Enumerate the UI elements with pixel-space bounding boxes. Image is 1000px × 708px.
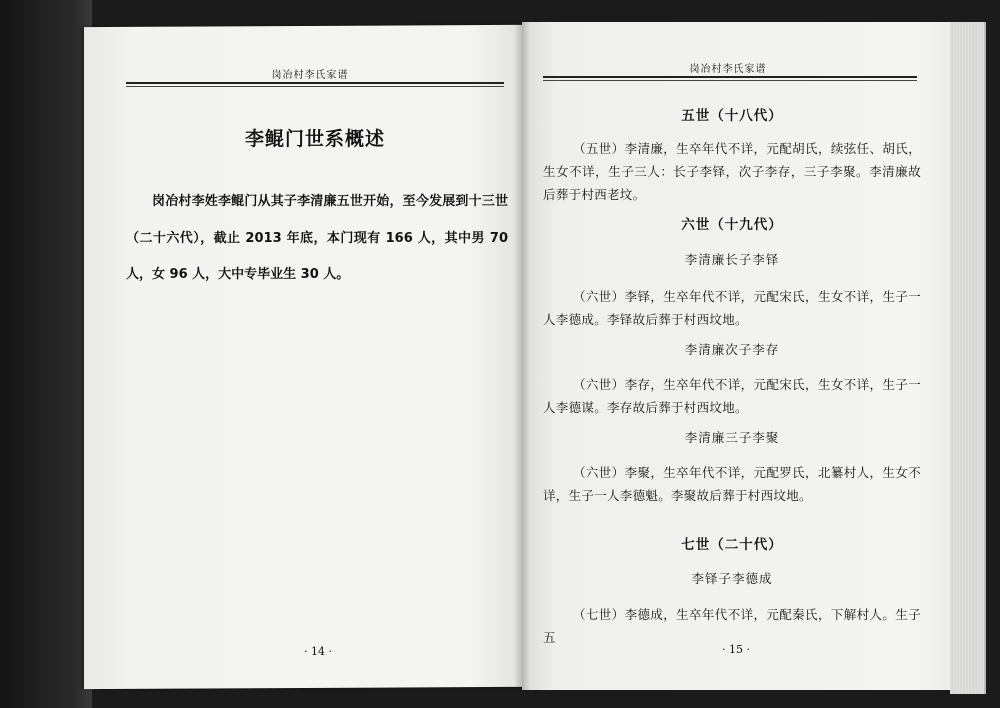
right-header-rule-thin xyxy=(543,80,917,81)
right-header-rule xyxy=(543,76,917,78)
right-page-number: · 15 · xyxy=(722,643,750,656)
heading-fifth-generation: 五世（十八代） xyxy=(681,108,783,124)
page-title: 李鲲门世系概述 xyxy=(244,128,385,150)
left-header-rule xyxy=(126,82,504,84)
subheading-third-son: 李清廉三子李聚 xyxy=(684,430,780,445)
paragraph-second-son: （六世）李存，生卒年代不详，元配宋氏，生女不详，生子一人李德谋。李存故后葬于村西坟地。 xyxy=(543,377,921,415)
subheading-second-son: 李清廉次子李存 xyxy=(684,342,780,357)
heading-sixth-generation: 六世（十九代） xyxy=(681,217,783,233)
subheading-eldest-son: 李清廉长子李铎 xyxy=(684,252,780,267)
left-running-head: 岗冶村李氏家谱 xyxy=(271,70,349,81)
page-stack-edge xyxy=(950,22,986,694)
heading-seventh-generation: 七世（二十代） xyxy=(681,537,783,553)
paragraph-eldest-son: （六世）李铎，生卒年代不详，元配宋氏，生女不详，生子一人李德成。李铎故后葬于村西坟地。 xyxy=(543,289,921,327)
overview-paragraph: 岗冶村李姓李鲲门从其子李清廉五世开始，至今发展到十三世（二十六代），截止 2013 年底，本门现有 166 人，其中男 70 人，女 96 人，大中专毕业生 30 人。 xyxy=(126,194,508,282)
paragraph-fifth-generation: （五世）李清廉，生卒年代不详，元配胡氏，续弦任、胡氏，生女不详，生子三人：长子李铎，次子李存，三子李聚。李清廉故后葬于村西老坟。 xyxy=(543,141,921,202)
paragraph-third-son: （六世）李聚，生卒年代不详，元配罗氏，北纂村人，生女不详，生子一人李德魁。李聚故后葬于村西坟地。 xyxy=(543,465,921,503)
book-gutter xyxy=(514,22,530,690)
subheading-de-cheng: 李铎子李德成 xyxy=(691,571,773,586)
left-header-rule-thin xyxy=(126,86,504,87)
paragraph-de-cheng: （七世）李德成，生卒年代不详，元配秦氏，下解村人。生子五 xyxy=(543,607,921,645)
background-left xyxy=(0,0,92,708)
left-page-number: · 14 · xyxy=(304,645,332,658)
right-running-head: 岗冶村李氏家谱 xyxy=(689,64,767,75)
